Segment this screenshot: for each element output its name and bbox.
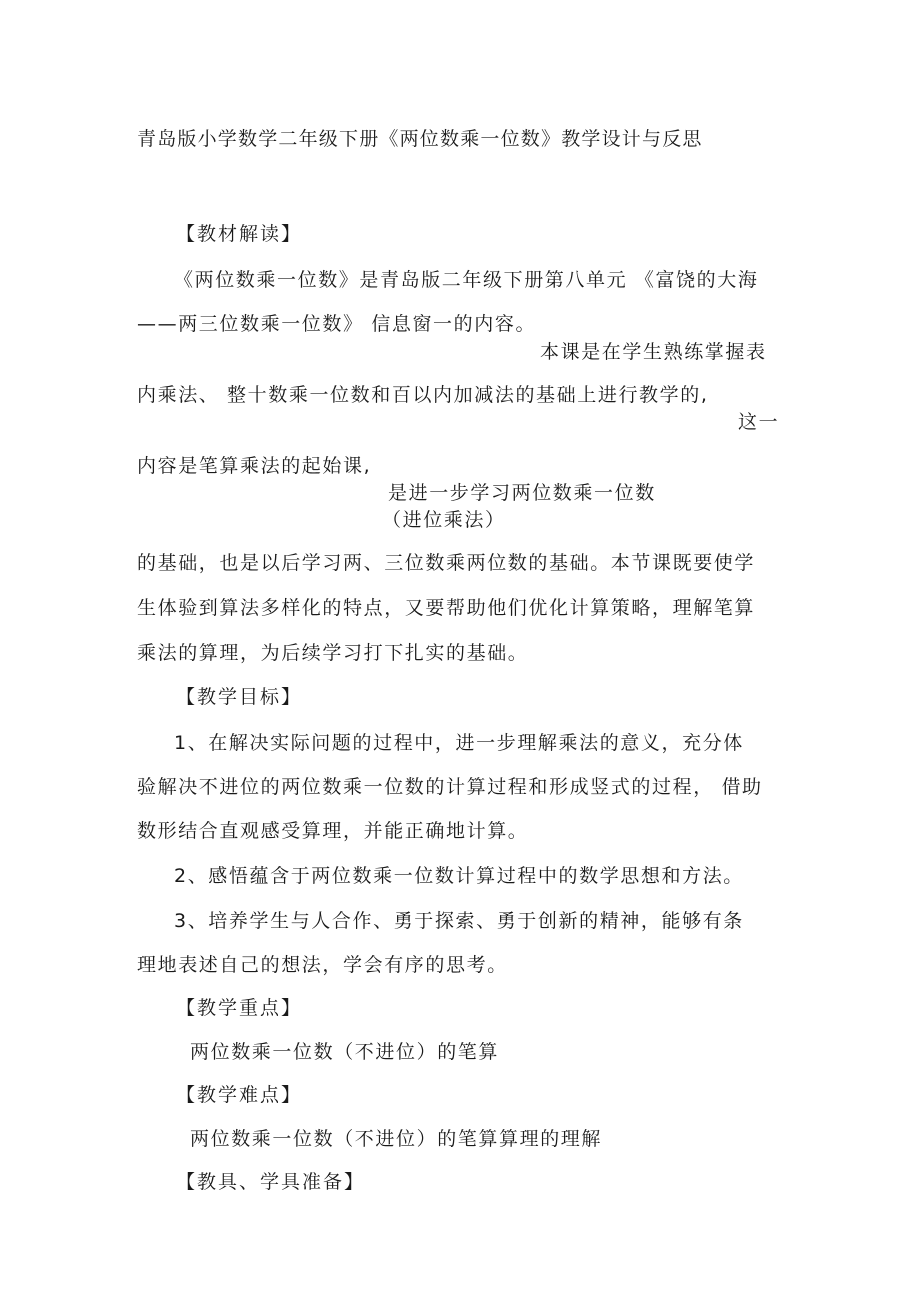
paragraph-line: 本课是在学生熟练掌握表 xyxy=(540,341,767,363)
paragraph-line: 生体验到算法多样化的特点，又要帮助他们优化计算策略，理解笔算 xyxy=(137,597,756,619)
paragraph-line: 《两位数乘一位数》是青岛版二年级下册第八单元 《富饶的大海 xyxy=(174,269,759,291)
paragraph-line: 理地表述自己的想法，学会有序的思考。 xyxy=(137,954,508,976)
paragraph-line: 这一 xyxy=(738,411,780,433)
section-heading-key-point: 【教学重点】 xyxy=(176,997,303,1019)
difficulty-text: 两位数乘一位数（不进位）的笔算算理的理解 xyxy=(190,1128,603,1150)
paragraph-line: 验解决不进位的两位数乘一位数的计算过程和形成竖式的过程， 借助 xyxy=(137,776,763,798)
paragraph-line: 是进一步学习两位数乘一位数 xyxy=(388,482,656,504)
paragraph-line: 3、培养学生与人合作、勇于探索、勇于创新的精神，能够有条 xyxy=(174,910,744,932)
paragraph-line: 内乘法、 整十数乘一位数和百以内加减法的基础上进行教学的, xyxy=(137,384,709,406)
key-point-text: 两位数乘一位数（不进位）的笔算 xyxy=(190,1041,500,1063)
paragraph-line: 内容是笔算乘法的起始课, xyxy=(137,455,372,477)
section-heading-material: 【教材解读】 xyxy=(176,223,303,245)
section-heading-goals: 【教学目标】 xyxy=(176,686,303,708)
section-heading-tools: 【教具、学具准备】 xyxy=(176,1171,366,1193)
paragraph-line: ——两三位数乘一位数》 信息窗一的内容。 xyxy=(137,313,537,335)
section-heading-difficulty: 【教学难点】 xyxy=(176,1084,303,1106)
paragraph-line: 乘法的算理，为后续学习打下扎实的基础。 xyxy=(137,642,529,664)
paragraph-line: 1、在解决实际问题的过程中，进一步理解乘法的意义，充分体 xyxy=(174,732,744,754)
paragraph-line: 数形结合直观感受算理，并能正确地计算。 xyxy=(137,820,529,842)
paragraph-line: 2、感悟蕴含于两位数乘一位数计算过程中的数学思想和方法。 xyxy=(174,865,744,887)
paragraph-line: （进位乘法） xyxy=(382,509,506,531)
paragraph-line: 的基础，也是以后学习两、三位数乘两位数的基础。本节课既要使学 xyxy=(137,552,756,574)
document-title: 青岛版小学数学二年级下册《两位数乘一位数》教学设计与反思 xyxy=(137,128,703,150)
